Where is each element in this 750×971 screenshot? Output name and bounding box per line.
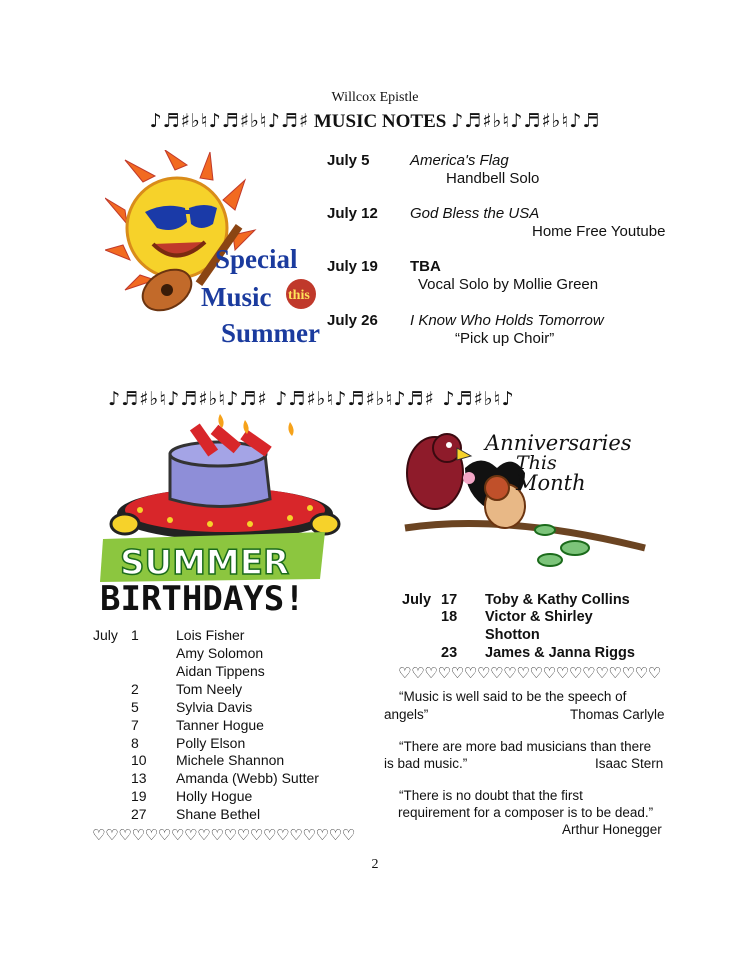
music-glyphs-left: ♪♬♯♭♮♪♬♯♭♮♪♬♯ <box>149 110 310 132</box>
birthday-name: Aidan Tippens <box>176 663 265 679</box>
schedule-detail: Vocal Solo by Mollie Green <box>418 276 599 293</box>
music-notes-title: MUSIC NOTES <box>313 111 447 132</box>
birthday-cake-icon <box>111 414 339 540</box>
birthday-day: 13 <box>131 770 147 786</box>
quote-line: requirement for a composer is to be dead.” <box>398 805 654 820</box>
birthday-day: 19 <box>131 788 147 804</box>
birthdays-title: BIRTHDAYS! <box>100 579 305 619</box>
schedule-date: July 26 <box>327 312 378 329</box>
quote-line: “There is no doubt that the first <box>399 788 583 803</box>
birthday-name: Shane Bethel <box>176 806 261 822</box>
special-music-logo <box>105 150 320 350</box>
birthday-day: 27 <box>131 806 147 822</box>
anniversary-names: Shotton <box>485 627 540 643</box>
anniversary-names: Victor & Shirley <box>485 609 593 625</box>
birthday-name: Lois Fisher <box>176 627 245 643</box>
anniversaries-clipart <box>385 418 660 568</box>
birthday-day: 1 <box>131 627 139 643</box>
anniversary-hearts-divider: ♡♡♡♡♡♡♡♡♡♡♡♡♡♡♡♡♡♡♡♡ <box>398 664 661 682</box>
birthday-name: Tanner Hogue <box>176 717 264 733</box>
newsletter-title: Willcox Epistle <box>331 90 419 105</box>
anniversary-names: Toby & Kathy Collins <box>485 592 630 608</box>
anniversary-month: July <box>402 592 432 608</box>
schedule-detail: Handbell Solo <box>446 170 540 187</box>
page-number: 2 <box>371 857 379 872</box>
logo-music: Music <box>201 282 272 312</box>
birthday-name: Amy Solomon <box>176 645 264 661</box>
schedule-title: TBA <box>410 258 441 275</box>
schedule-date: July 12 <box>327 205 378 222</box>
music-glyphs-right: ♪♬♯♭♮♪♬♯♭♮♪♬ <box>451 110 601 132</box>
anniversaries-title-line1: Anniversaries <box>485 431 632 455</box>
anniversary-day: 23 <box>441 645 458 661</box>
schedule-detail: Home Free Youtube <box>532 223 666 240</box>
quote-author: Isaac Stern <box>595 756 664 771</box>
birthday-day: 10 <box>131 752 147 768</box>
birthday-day: 7 <box>131 717 139 733</box>
schedule-title: God Bless the USA <box>410 205 540 222</box>
music-glyph-divider: ♪♬♯♭♮♪♬♯♭♮♪♬♯ ♪♬♯♭♮♪♬♯♭♮♪♬♯ ♪♬♯♭♮♪ <box>108 388 515 410</box>
schedule-date: July 5 <box>327 152 370 169</box>
quote-author: Arthur Honegger <box>562 822 662 837</box>
birthday-day: 2 <box>131 681 139 697</box>
schedule-title: America's Flag <box>410 152 509 169</box>
schedule-detail: “Pick up Choir” <box>455 330 555 347</box>
anniversary-names: James & Janna Riggs <box>485 645 635 661</box>
birthday-month: July <box>93 627 118 643</box>
anniversary-day: 18 <box>441 609 458 625</box>
logo-summer: Summer <box>221 318 320 348</box>
music-notes-heading <box>0 110 750 133</box>
summer-banner-text: SUMMER <box>120 543 290 583</box>
anniversary-day: 17 <box>441 592 458 608</box>
birthday-day: 5 <box>131 699 139 715</box>
birthday-name: Michele Shannon <box>176 752 285 768</box>
birthday-hearts-divider: ♡♡♡♡♡♡♡♡♡♡♡♡♡♡♡♡♡♡♡♡ <box>92 826 355 844</box>
anniversaries-title-line3: Month <box>516 471 586 495</box>
birthday-name: Amanda (Webb) Sutter <box>176 770 319 786</box>
summer-birthdays-clipart <box>100 414 345 619</box>
quote-line: is bad music.” <box>384 756 468 771</box>
schedule-date: July 19 <box>327 258 378 275</box>
logo-this: this <box>288 288 310 303</box>
quote-author: Thomas Carlyle <box>570 707 665 722</box>
birthday-name: Sylvia Davis <box>176 699 253 715</box>
anniversaries-title-line2: This <box>516 452 557 474</box>
birthday-name: Polly Elson <box>176 735 246 751</box>
quote-line: “Music is well said to be the speech of <box>399 689 627 704</box>
schedule-title: I Know Who Holds Tomorrow <box>410 312 604 329</box>
quote-line: angels” <box>384 707 429 722</box>
logo-special: Special <box>215 244 298 274</box>
birthday-name: Tom Neely <box>176 681 243 697</box>
quote-line: “There are more bad musicians than there <box>399 739 652 754</box>
birthday-day: 8 <box>131 735 139 751</box>
birthday-name: Holly Hogue <box>176 788 253 804</box>
